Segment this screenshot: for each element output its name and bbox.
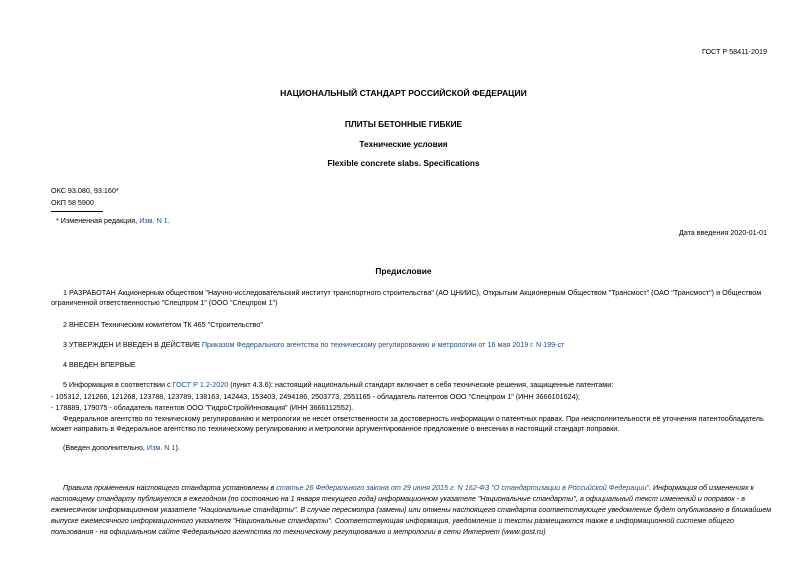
- preface-item-1: 1 РАЗРАБОТАН Акционерным обществом "Научно-исследовательский институт транспортного строительства" (АО ЦНИИС), Открытым Акционерным Обществом "Трансмост" (ОАО "Трансмост") и Обществом ограниченной ответственностью "Спецпром 1" (ООО "Спецпром 1"): [51, 288, 762, 307]
- document-title: ПЛИТЫ БЕТОННЫЕ ГИБКИЕ: [344, 119, 463, 129]
- standard-type-heading: НАЦИОНАЛЬНЫЙ СТАНДАРТ РОССИЙСКОЙ ФЕДЕРАЦИИ: [280, 88, 527, 98]
- footnote-text: * Измененная редакция,: [56, 216, 138, 225]
- preface-item-4: 4 ВВЕДЕН ВПЕРВЫЕ: [63, 360, 136, 369]
- footnote-divider: [51, 211, 103, 212]
- document-code: ГОСТ Р 58411-2019: [701, 47, 767, 56]
- added-note: [51, 443, 773, 453]
- document-subtitle: Технические условия: [359, 139, 448, 149]
- patent-list-2: - 178889, 179075 - обладатель патентов ООО "ГидроСтройИнновация" (ИНН 3666112552).: [51, 403, 354, 412]
- preface-item-2: 2 ВНЕСЕН Техническим комитетом ТК 465 "Строительство": [63, 320, 263, 329]
- preface-item-3: [51, 340, 773, 350]
- document-title-english: Flexible concrete slabs. Specifications: [327, 158, 480, 168]
- gost-r-1-2-link[interactable]: ГОСТ Р 1.2-2020: [172, 380, 229, 389]
- preface-heading: Предисловие: [375, 266, 432, 276]
- added-note-end: ).: [175, 443, 180, 452]
- introduction-date: Дата введения 2020-01-01: [678, 228, 767, 237]
- federal-law-link[interactable]: статье 26 Федерального закона от 29 июня 2015 г. N 162-ФЗ "О стандартизации в Российской Федерации": [276, 483, 650, 492]
- preface-item-5-text-a: 5 Информация в соответствии с: [63, 380, 171, 389]
- preface-item-5-text-b: (пункт 4.3.6): настоящий национальный стандарт включает в себя технические решения, защищенные патентами:: [230, 380, 614, 389]
- footnote: [56, 216, 170, 226]
- rules-note: [51, 482, 777, 537]
- okp-code: ОКП 58 5900: [51, 198, 94, 207]
- added-note-text: (Введен дополнительно,: [63, 443, 145, 452]
- rules-note-text-b: . Информация об изменениях к настоящему стандарту публикуется в ежегодном (по состоянию на 1 января текущего года) информационном указателе "Национальные стандарты", а официальный текст изменений и поправок - в ежемесячном информационном указателе "Национальные стандарты". В случае пересмотра (замены) или отмены настоящего стандарта соответствующее уведомление будет опубликовано в ближайшем выпуске ежемесячного информационного указателя "Национальные стандарты". Соответствующая информация, уведомление и тексты размещаются также в информационной системе общего пользования - на официальном сайте Федерального агентства по техническому регулированию и метрологии в сети Интернет (www.gost.ru): [51, 483, 772, 536]
- rules-note-text-a: Правила применения настоящего стандарта установлены в: [63, 483, 275, 492]
- preface-item-5: [51, 380, 773, 390]
- amendment-link[interactable]: Изм. N 1: [139, 216, 168, 225]
- patent-list-1: - 105312, 121266, 121268, 123788, 123789, 138163, 142443, 153403, 2494186, 2503773, 2551165 - обладатель патентов ООО "Спецпром 1" (ИНН 3666101624);: [51, 392, 581, 401]
- oks-code: ОКС 93.080, 93.160*: [51, 186, 119, 195]
- patent-disclaimer: Федеральное агентство по техническому регулированию и метрологии не несет ответственности за достоверность информации о патентных правах. При неисполнительности её уточнения патентообладатель может направить в Федеральное агентство по техническому регулированию и метрологии аргументированное предложение о внесении в настоящий стандарт поправки.: [51, 414, 764, 433]
- amendment-link-2[interactable]: Изм. N 1: [146, 443, 176, 452]
- order-link[interactable]: Приказом Федерального агентства по техническому регулированию и метрологии от 16 мая 2019 г. N 199-ст: [201, 340, 565, 349]
- footnote-end: .: [167, 216, 170, 225]
- preface-item-3-text: 3 УТВЕРЖДЕН И ВВЕДЕН В ДЕЙСТВИЕ: [63, 340, 200, 349]
